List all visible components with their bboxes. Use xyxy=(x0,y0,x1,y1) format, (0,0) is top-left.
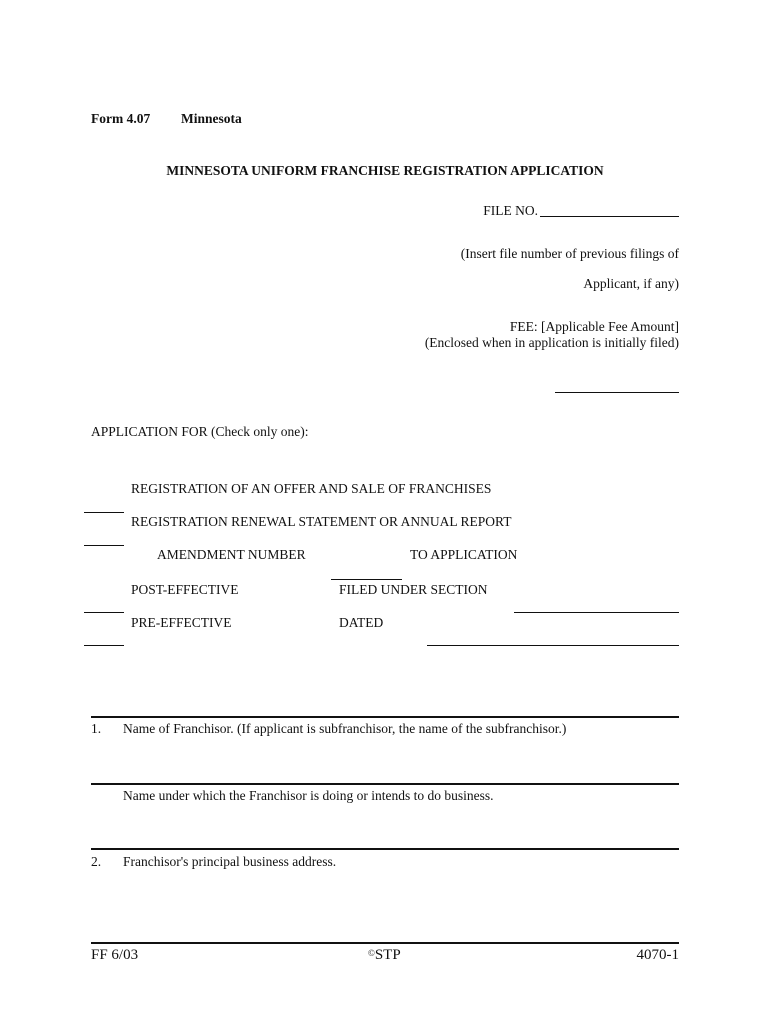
filed-under-section-field[interactable] xyxy=(514,612,679,613)
footer-publisher: STP xyxy=(374,947,401,963)
franchisor-name-field[interactable] xyxy=(91,716,679,718)
item2-label: Franchisor's principal business address. xyxy=(123,854,337,869)
fee-signature-field[interactable] xyxy=(555,392,679,393)
footer-rule xyxy=(91,942,679,944)
option-renewal-checkbox[interactable] xyxy=(84,545,124,546)
pre-effective-label: PRE-EFFECTIVE xyxy=(131,615,232,630)
option-registration-checkbox[interactable] xyxy=(84,512,124,513)
pre-effective-checkbox[interactable] xyxy=(84,645,124,646)
file-no-note-line1: (Insert file number of previous filings of xyxy=(460,246,679,261)
dated-field[interactable] xyxy=(427,645,679,646)
document-title: MINNESOTA UNIFORM FRANCHISE REGISTRATION APPLICATION xyxy=(166,163,604,178)
option-registration-label: REGISTRATION OF AN OFFER AND SALE OF FRANCHISES xyxy=(131,481,492,496)
option-renewal-label: REGISTRATION RENEWAL STATEMENT OR ANNUAL REPORT xyxy=(131,514,512,529)
form-state: Minnesota xyxy=(181,111,242,126)
amendment-number-field[interactable] xyxy=(331,579,402,580)
fee-line2: (Enclosed when in application is initially filed) xyxy=(424,335,679,350)
business-name-field[interactable] xyxy=(91,783,679,785)
file-no-label: FILE NO. xyxy=(483,203,538,218)
file-no-note-line2: Applicant, if any) xyxy=(583,276,679,291)
footer-form-code: FF 6/03 xyxy=(91,947,139,963)
to-application-label: TO APPLICATION xyxy=(410,547,518,562)
form-number: Form 4.07 xyxy=(91,111,151,126)
item1-number: 1. xyxy=(91,721,102,736)
fee-line1: FEE: [Applicable Fee Amount] xyxy=(509,319,679,334)
item2-number: 2. xyxy=(91,854,102,869)
footer-copyright xyxy=(368,947,401,963)
copyright-symbol: © xyxy=(368,948,375,958)
file-no-field[interactable] xyxy=(540,216,679,217)
item1-label: Name of Franchisor. (If applicant is subfranchisor, the name of the subfranchisor.) xyxy=(123,721,567,736)
filed-under-section-label: FILED UNDER SECTION xyxy=(339,582,488,597)
footer-page-code: 4070-1 xyxy=(636,947,679,963)
application-for-label: APPLICATION FOR (Check only one): xyxy=(91,424,309,439)
business-address-field[interactable] xyxy=(91,848,679,850)
item1b-label: Name under which the Franchisor is doing or intends to do business. xyxy=(123,788,494,803)
amendment-number-label: AMENDMENT NUMBER xyxy=(157,547,306,562)
post-effective-label: POST-EFFECTIVE xyxy=(131,582,239,597)
dated-label: DATED xyxy=(339,615,384,630)
post-effective-checkbox[interactable] xyxy=(84,612,124,613)
